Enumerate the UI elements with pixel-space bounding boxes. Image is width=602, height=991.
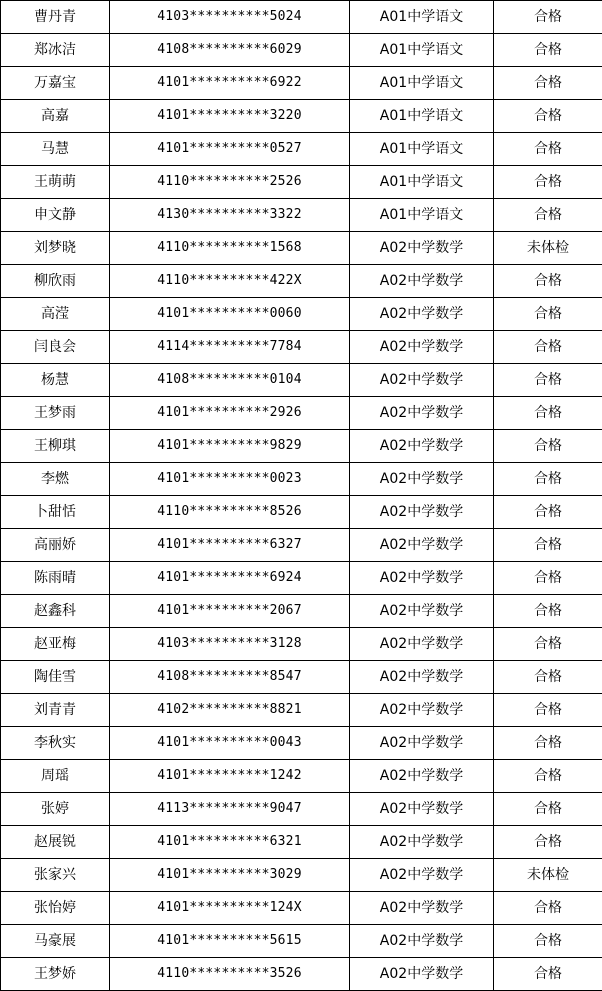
check-result: 合格 [494,430,602,463]
id-number: 4101**********3029 [110,859,350,892]
candidate-name: 王梦娇 [1,958,110,991]
id-number: 4110**********8526 [110,496,350,529]
exam-subject: A02中学数学 [350,628,494,661]
exam-subject: A01中学语文 [350,34,494,67]
exam-subject: A01中学语文 [350,67,494,100]
candidate-name: 王柳琪 [1,430,110,463]
check-result: 合格 [494,397,602,430]
id-number: 4101**********6321 [110,826,350,859]
id-number: 4108**********6029 [110,34,350,67]
exam-subject: A02中学数学 [350,727,494,760]
table-row [1,265,602,298]
check-result: 合格 [494,133,602,166]
table-row [1,826,602,859]
exam-subject: A01中学语文 [350,166,494,199]
id-number: 4108**********8547 [110,661,350,694]
table-row [1,859,602,892]
id-number: 4101**********0043 [110,727,350,760]
check-result: 合格 [494,793,602,826]
check-result: 合格 [494,34,602,67]
check-result: 合格 [494,529,602,562]
check-result: 合格 [494,925,602,958]
table-row [1,1,602,34]
candidate-name: 刘梦晓 [1,232,110,265]
table-row [1,232,602,265]
check-result: 合格 [494,265,602,298]
check-result: 合格 [494,199,602,232]
exam-subject: A02中学数学 [350,298,494,331]
id-number: 4110**********1568 [110,232,350,265]
check-result: 合格 [494,100,602,133]
candidate-name: 刘青青 [1,694,110,727]
candidate-name: 李秋实 [1,727,110,760]
exam-subject: A02中学数学 [350,892,494,925]
id-number: 4113**********9047 [110,793,350,826]
table-row [1,760,602,793]
exam-subject: A01中学语文 [350,199,494,232]
id-number: 4110**********2526 [110,166,350,199]
candidate-name: 卜甜恬 [1,496,110,529]
table-row [1,430,602,463]
candidate-name: 申文静 [1,199,110,232]
id-number: 4101**********3220 [110,100,350,133]
table-row [1,958,602,991]
candidate-name: 周瑶 [1,760,110,793]
check-result: 合格 [494,760,602,793]
id-number: 4101**********124X [110,892,350,925]
id-number: 4102**********8821 [110,694,350,727]
table-row [1,199,602,232]
candidate-name: 王萌萌 [1,166,110,199]
exam-subject: A02中学数学 [350,364,494,397]
candidate-name: 郑冰洁 [1,34,110,67]
candidate-name: 柳欣雨 [1,265,110,298]
table-row [1,67,602,100]
exam-subject: A02中学数学 [350,496,494,529]
check-result: 合格 [494,166,602,199]
id-number: 4114**********7784 [110,331,350,364]
id-number: 4101**********2926 [110,397,350,430]
check-result: 未体检 [494,232,602,265]
table-row [1,595,602,628]
exam-subject: A01中学语文 [350,133,494,166]
id-number: 4101**********6922 [110,67,350,100]
candidate-name: 陶佳雪 [1,661,110,694]
candidate-name: 赵展锐 [1,826,110,859]
candidate-name: 闫良会 [1,331,110,364]
id-number: 4101**********0023 [110,463,350,496]
exam-subject: A02中学数学 [350,793,494,826]
candidate-name: 曹丹青 [1,1,110,34]
exam-subject: A02中学数学 [350,661,494,694]
id-number: 4101**********0060 [110,298,350,331]
id-number: 4101**********6924 [110,562,350,595]
candidate-name: 张怡婷 [1,892,110,925]
candidate-name: 高丽娇 [1,529,110,562]
exam-subject: A01中学语文 [350,1,494,34]
table-row [1,793,602,826]
check-result: 合格 [494,826,602,859]
candidate-name: 陈雨晴 [1,562,110,595]
candidate-name: 万嘉宝 [1,67,110,100]
exam-subject: A02中学数学 [350,232,494,265]
check-result: 合格 [494,694,602,727]
id-number: 4101**********2067 [110,595,350,628]
table-row [1,331,602,364]
table-row [1,100,602,133]
table-row [1,727,602,760]
candidate-name: 马豪展 [1,925,110,958]
check-result: 合格 [494,67,602,100]
table-row [1,628,602,661]
exam-subject: A02中学数学 [350,595,494,628]
exam-subject: A02中学数学 [350,859,494,892]
check-result: 合格 [494,1,602,34]
table-row [1,463,602,496]
table-row [1,694,602,727]
id-number: 4103**********5024 [110,1,350,34]
exam-subject: A02中学数学 [350,562,494,595]
candidate-name: 赵鑫科 [1,595,110,628]
id-number: 4101**********5615 [110,925,350,958]
check-result: 合格 [494,661,602,694]
candidate-name: 李燃 [1,463,110,496]
id-number: 4101**********9829 [110,430,350,463]
check-result: 未体检 [494,859,602,892]
candidate-name: 高嘉 [1,100,110,133]
check-result: 合格 [494,496,602,529]
candidate-name: 高滢 [1,298,110,331]
table-row [1,496,602,529]
check-result: 合格 [494,364,602,397]
candidate-name: 马慧 [1,133,110,166]
table-row [1,661,602,694]
table-row [1,562,602,595]
exam-subject: A02中学数学 [350,694,494,727]
check-result: 合格 [494,595,602,628]
exam-subject: A01中学语文 [350,100,494,133]
table-row [1,397,602,430]
candidate-name: 张婷 [1,793,110,826]
id-number: 4108**********0104 [110,364,350,397]
check-result: 合格 [494,463,602,496]
candidate-name: 赵亚梅 [1,628,110,661]
table-row [1,364,602,397]
candidate-table-body [1,1,602,991]
table-row [1,34,602,67]
table-row [1,166,602,199]
candidate-name: 王梦雨 [1,397,110,430]
exam-subject: A02中学数学 [350,826,494,859]
check-result: 合格 [494,727,602,760]
check-result: 合格 [494,958,602,991]
exam-subject: A02中学数学 [350,265,494,298]
table-row [1,298,602,331]
exam-subject: A02中学数学 [350,397,494,430]
exam-subject: A02中学数学 [350,925,494,958]
id-number: 4101**********0527 [110,133,350,166]
candidate-name: 张家兴 [1,859,110,892]
id-number: 4110**********3526 [110,958,350,991]
check-result: 合格 [494,331,602,364]
exam-subject: A02中学数学 [350,430,494,463]
exam-subject: A02中学数学 [350,463,494,496]
exam-subject: A02中学数学 [350,331,494,364]
id-number: 4110**********422X [110,265,350,298]
id-number: 4130**********3322 [110,199,350,232]
table-row [1,133,602,166]
exam-subject: A02中学数学 [350,529,494,562]
check-result: 合格 [494,298,602,331]
check-result: 合格 [494,892,602,925]
table-row [1,892,602,925]
check-result: 合格 [494,628,602,661]
candidate-name: 杨慧 [1,364,110,397]
table-row [1,925,602,958]
check-result: 合格 [494,562,602,595]
exam-subject: A02中学数学 [350,958,494,991]
id-number: 4101**********6327 [110,529,350,562]
id-number: 4103**********3128 [110,628,350,661]
exam-subject: A02中学数学 [350,760,494,793]
id-number: 4101**********1242 [110,760,350,793]
table-row [1,529,602,562]
